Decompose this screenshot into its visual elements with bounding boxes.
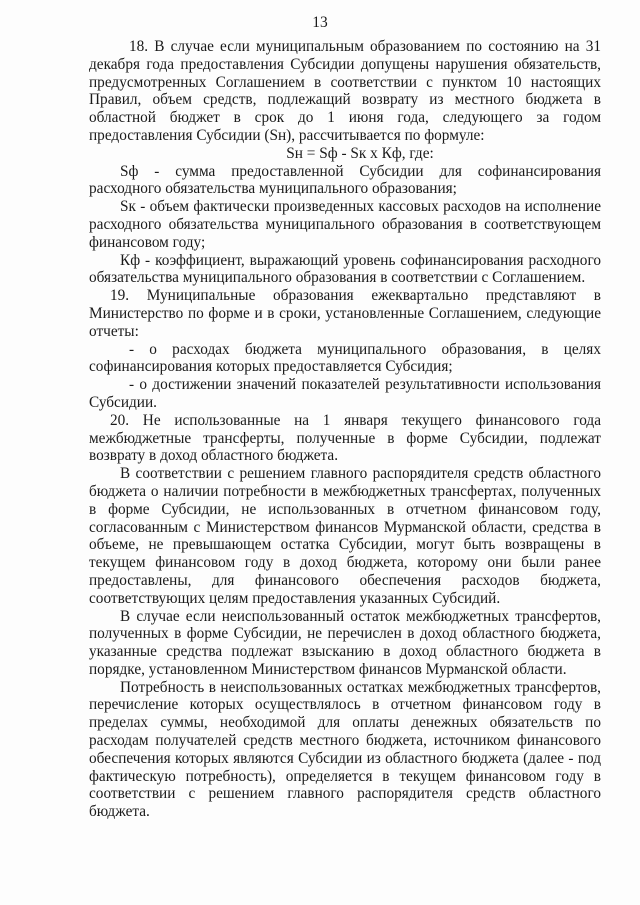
paragraph-recovery: В случае если неиспользованный остаток межбюджетных трансфертов, полученных в форме Субсидии, не перечислен в доход областного бюджета, указанные средства подлежат взысканию в доход областного бюджета в порядке, установленном Министерством финансов Мурманской области. xyxy=(89,607,601,678)
paragraph-actual-need: Потребность в неиспользованных остатках межбюджетных трансфертов, перечисление которых осуществлялось в отчетном финансовом году в пределах суммы, необходимой для оплаты денежных обязательств по расходам получателей средств местного бюджета, источником финансового обеспечения которых являются Субсидии из областного бюджета (далее - под фактическую потребность), определяется в текущем финансовом году в соответствии с решением главного распорядителя средств областного бюджета. xyxy=(89,678,601,821)
definition-sk: Sк - объем фактически произведенных кассовых расходов на исполнение расходного обязательства муниципального образования в соответствующем финансовом году; xyxy=(89,198,601,251)
formula: Sн = Sф - Sк х Кф, где: xyxy=(286,144,434,162)
report-item-expenses: - о расходах бюджета муниципального образования, в целях софинансирования которых предоставляется Субсидия; xyxy=(89,340,601,376)
definition-kf: Кф - коэффициент, выражающий уровень софинансирования расходного обязательства муниципального образования в соответствии с Соглашением. xyxy=(89,251,601,287)
paragraph-19: 19. Муниципальные образования ежеквартально представляют в Министерство по форме и в сроки, установленные Соглашением, следующие отчеты: xyxy=(89,287,601,340)
document-body xyxy=(89,38,601,821)
definition-sf: Sф - сумма предоставленной Субсидии для софинансирования расходного обязательства муниципального образования; xyxy=(89,162,601,198)
paragraph-return-decision: В соответствии с решением главного распорядителя средств областного бюджета о наличии потребности в межбюджетных трансфертах, полученных в форме Субсидии, не использованных в отчетном финансовом году, согласованным с Министерством финансов Мурманской области, средства в объеме, не превышающем остатка Субсидии, могут быть возвращены в текущем финансовом году в доход бюджета, которому они были ранее предоставлены, для финансового обеспечения расходов бюджета, соответствующих целям предоставления указанных Субсидий. xyxy=(89,465,601,607)
paragraph-18: 18. В случае если муниципальным образованием по состоянию на 31 декабря года предоставления Субсидии допущены нарушения обязательств, предусмотренных Соглашением в соответствии с пунктом 10 настоящих Правил, объем средств, подлежащий возврату из местного бюджета в областной бюджет в срок до 1 июня года, следующего за годом предоставления Субсидии (Sн), рассчитывается по формуле: xyxy=(89,38,601,144)
page-number: 13 xyxy=(312,14,328,31)
paragraph-20: 20. Не использованные на 1 января текущего финансового года межбюджетные трансферты, полученные в форме Субсидии, подлежат возврату в доход областного бюджета. xyxy=(89,411,601,465)
report-item-indicators: - о достижении значений показателей результативности использования Субсидии. xyxy=(89,376,601,411)
